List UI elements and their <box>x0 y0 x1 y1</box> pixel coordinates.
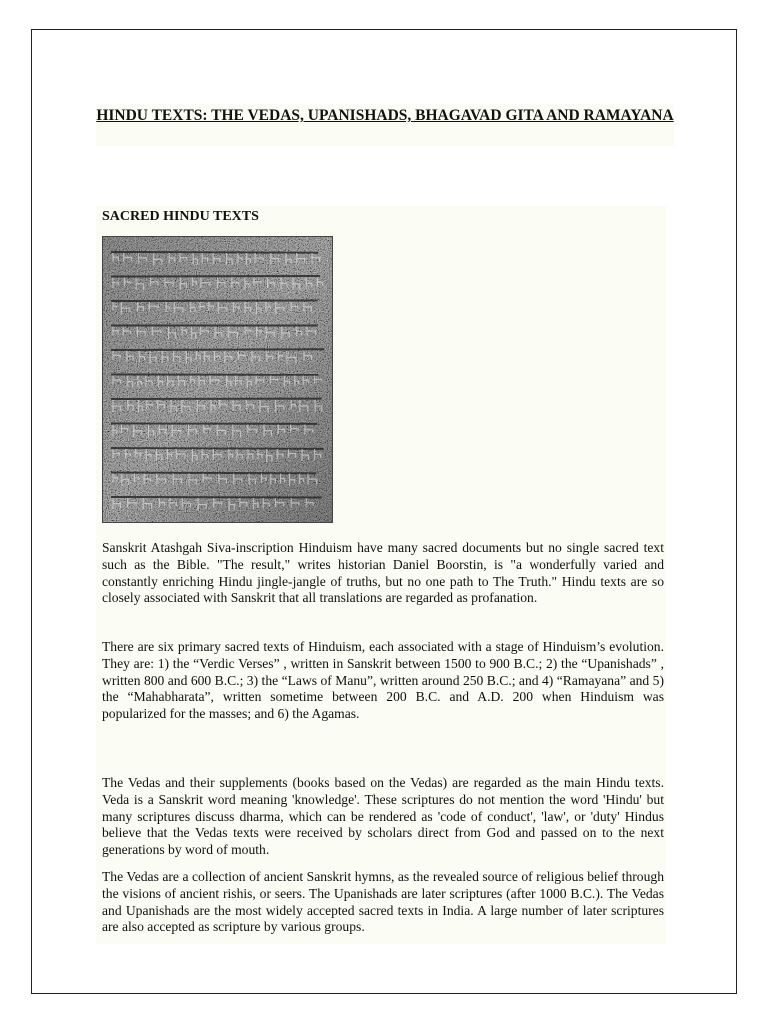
inscription-image <box>102 236 333 523</box>
document-title: HINDU TEXTS: THE VEDAS, UPANISHADS, BHAGAVAD GITA AND RAMAYANA <box>96 107 674 124</box>
paragraph: The Vedas are a collection of ancient Sanskrit hymns, as the revealed source of religious belief through the visions of ancient rishis, or seers. The Upanishads are later scriptures (after 1000 B.C.). The Vedas and Upanishads are the most widely accepted sacred texts in India. A large number of later scriptures are also accepted as scripture by various groups. <box>102 869 664 935</box>
paragraph: The Vedas and their supplements (books based on the Vedas) are regarded as the main Hindu texts. Veda is a Sanskrit word meaning 'knowledge'. These scriptures do not mention the word 'Hindu' but many scriptures discuss dharma, which can be rendered as 'code of conduct', 'law', or 'duty' Hindus believe that the Vedas texts were received by scholars direct from God and passed on to the next generations by word of mouth. <box>102 775 664 858</box>
section-heading: SACRED HINDU TEXTS <box>102 209 259 224</box>
paragraph: Sanskrit Atashgah Siva-inscription Hinduism have many sacred documents but no single sacred text such as the Bible. "The result," writes historian Daniel Boorstin, is "a wonderfully varied and constantly enriching Hindu jingle-jangle of truths, but no one path to The Truth." Hindu texts are so closely associated with Sanskrit that all translations are regarded as profanation. <box>102 540 664 606</box>
paragraph: There are six primary sacred texts of Hinduism, each associated with a stage of Hinduism’s evolution. They are: 1) the “Verdic Verses” , written in Sanskrit between 1500 to 900 B.C.; 2) the “Upanishads” , written 800 and 600 B.C.; 3) the “Laws of Manu”, written around 250 B.C.; and 4) “Ramayana” and 5) the “Mahabharata”, written sometime between 200 B.C. and A.D. 200 when Hinduism was popularized for the masses; and 6) the Agamas. <box>102 639 664 722</box>
